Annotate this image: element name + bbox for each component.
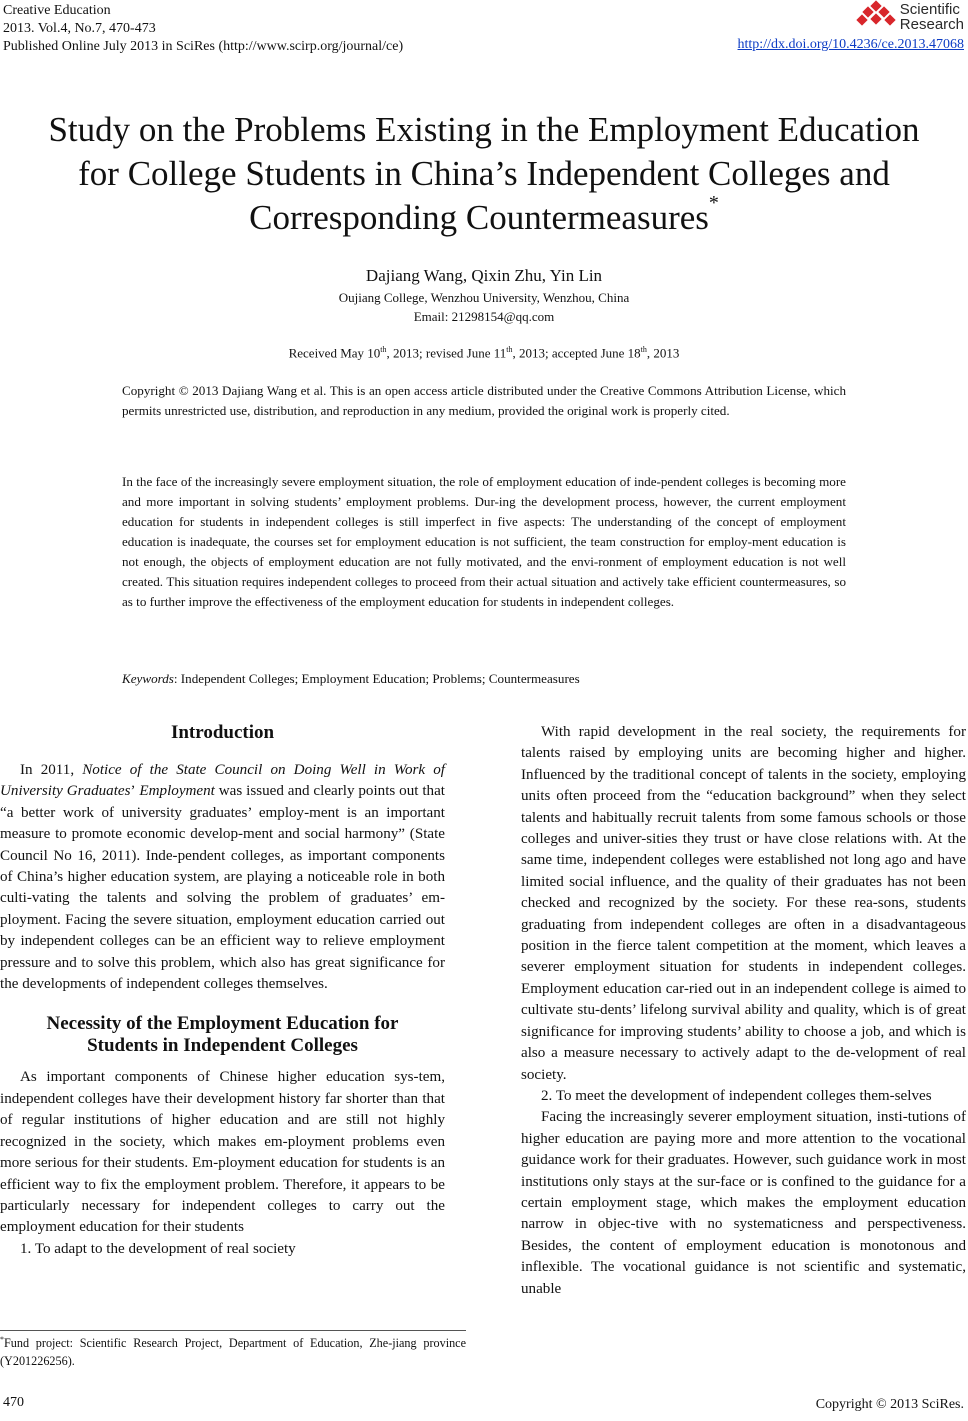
copyright-notice: Copyright © 2013 Dajiang Wang et al. This is an open access article distributed under the Creative Commons Attribution License, which permits unrestricted use, distribution, and reproduction in any medium, provided the original work is properly cited. — [122, 383, 846, 418]
right-column — [521, 722, 966, 1300]
section-heading-introduction: Introduction — [170, 722, 275, 743]
publisher-logo — [738, 2, 964, 32]
journal-volume: 2013. Vol.4, No.7, 470-473 — [3, 21, 156, 36]
affiliation: Oujiang College, Wenzhou University, Wenzhou, China — [338, 290, 630, 305]
email: Email: 21298154@qq.com — [413, 309, 555, 324]
doi-link[interactable]: http://dx.doi.org/10.4236/ce.2013.47068 — [737, 37, 964, 52]
publisher-header — [738, 2, 964, 54]
title-footnote-mark[interactable]: * — [708, 192, 719, 214]
article-title: Study on the Problems Existing in the Employment Education for College Students in China’s Independent Colleges and Corresponding Countermeasures* — [48, 110, 920, 237]
received-dates: Received May 10th, 2013; revised June 11th, 2013; accepted June 18th, 2013 — [288, 345, 680, 361]
real-society-paragraph: With rapid development in the real society, the requirements for talents raised by employing units are becoming higher and higher. Influenced by the traditional concept of talents in the society, employing units often proceed from the “education background” when they select talents and habitually recruit talents from some famous schools or those colleges and univer-sities they trust or have close relations with. At the same time, independent colleges were established not long ago and have limited social influence, and the quality of their graduates has not been checked and recognized by the society. For these rea-sons, students graduating from independent colleges are often in a disadvantageous position in the fierce talent competition at the moment, which leaves a severer employment situation for students in independent colleges. Employment education car-ried out in an independent college is aimed to cultivate stu-dents’ lifelong survival ability and quality, which is of great significance for improving students’ ability to choose a job, and which is also a measure necessary to actively adapt to the de-velopment of real society. — [521, 724, 966, 1083]
footnote: *Fund project: Scientific Research Project, Department of Education, Zhe-jiang province (Y201226256). — [0, 1335, 466, 1369]
journal-published: Published Online July 2013 in SciRes (http://www.scirp.org/journal/ce) — [3, 39, 404, 54]
abstract: In the face of the increasingly severe employment situation, the role of employment education of inde-pendent colleges is becoming more and more important in solving students’ employment problems. Dur-ing the development process, however, the current employment education for students in independent colleges is still imperfect in five aspects: The understanding of the concept of employment education is inadequate, the courses set for employment education is not sufficient, the team construction for employ-ment education is not enough, the objects of employment education are not fully motivated, and the envi-ronment of employment education is not well created. This situation requires independent colleges to proceed from their actual situation and actively take efficient countermeasures, so as to further improve the effectiveness of the employment education for students in independent colleges. — [122, 474, 846, 609]
logo-diamonds-icon — [858, 2, 894, 28]
keywords — [122, 669, 846, 689]
journal-header — [3, 2, 403, 56]
authors: Dajiang Wang, Qixin Zhu, Yin Lin — [365, 266, 603, 285]
keywords-text: : Independent Colleges; Employment Education; Problems; Countermeasures — [173, 671, 580, 686]
intro-paragraph: In 2011, Notice of the State Council on Doing Well in Work of University Graduates’ Employment was issued and clearly points out that “a better work of university graduates’ employ-ment is an important measure to promote economic develop-ment and social harmony” (State Council No 16, 2011). Inde-pendent colleges, as important components of China’s higher education system, are playing a noticeable role in both culti-vating the talents and solving the problem of graduates’ em-ployment. Facing the severe situation, employment education carried out by independent colleges can be an efficient way to relieve employment pressure and to solve this problem, which also has great significance for the developments of independent colleges themselves. — [0, 762, 445, 993]
footer-copyright: Copyright © 2013 SciRes. — [815, 1397, 964, 1412]
necessity-paragraph: As important components of Chinese higher education sys-tem, independent colleges have their development history far shorter than that of regular institutions of higher education and are still not highly recognized in the society, which makes em-ployment problems even more serious for their students. Em-ployment education for students is an efficient way to fix the employment problem. Therefore, it appears to be particularly necessary for independent colleges to carry out the employment education for their students — [0, 1069, 445, 1236]
page-number: 470 — [3, 1395, 24, 1410]
journal-name: Creative Education — [3, 3, 111, 18]
left-column — [0, 722, 445, 1260]
necessity-item-2: 2. To meet the development of independent colleges them-selves — [541, 1087, 932, 1104]
logo-text: Scientific Research — [899, 1, 964, 33]
footnote-mark: * — [0, 1335, 4, 1344]
necessity-item-1: 1. To adapt to the development of real society — [20, 1240, 296, 1257]
keywords-label: Keywords — [122, 671, 174, 686]
section-heading-necessity: Necessity of the Employment Education for Students in Independent Colleges — [46, 1013, 399, 1057]
colleges-paragraph: Facing the increasingly severer employment situation, insti-tutions of higher education are paying more and more attention to the vocational guidance work for their graduates. However, such guidance work in most institutions only stays at the sur-face or is confined to the guidance for a certain employment stage, which makes the employment education narrow in objec-tive with no systematicness and perspectiveness. Besides, the content of employment education is monotonous and inflexible. The vocational guidance is not scientific and systematic, unable — [521, 1109, 966, 1297]
